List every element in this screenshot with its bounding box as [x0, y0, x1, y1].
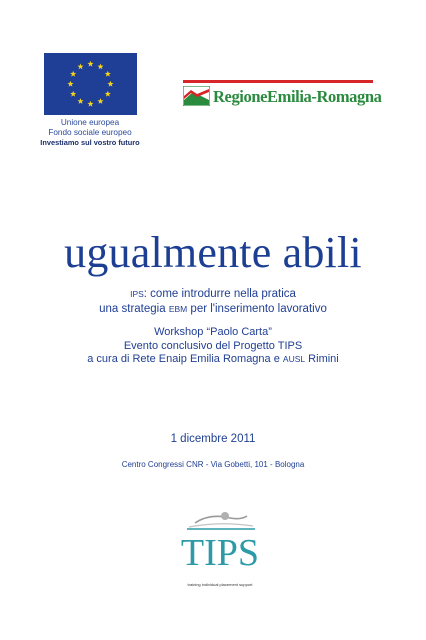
workshop-info [0, 326, 426, 367]
event-date: 1 dicembre 2011 [170, 433, 256, 445]
workshop-line3-pre: a cura di Rete Enaip Emilia Romagna e [87, 353, 283, 365]
subtitle-line1 [0, 287, 426, 302]
eu-caption-line3: Investiamo sul vostro futuro [40, 138, 140, 147]
eu-caption-line2: Fondo sociale europeo [48, 128, 132, 137]
event-venue: Centro Congressi CNR - Via Gobetti, 101 - Bologna [121, 460, 305, 469]
tips-logo-icon [175, 507, 265, 572]
tips-logo-text: TIPS [180, 532, 260, 572]
workshop-line2: Evento conclusivo del Progetto TIPS [123, 339, 303, 352]
subtitle-ips: IPS [130, 289, 144, 299]
subtitle-line2 [0, 302, 426, 317]
eu-caption-line1: Unione europea [60, 118, 120, 127]
subtitle-line2-pre: una strategia [99, 303, 169, 315]
subtitle-line2-post: per l'inserimento lavorativo [187, 303, 327, 315]
subtitle-line1-rest: : come introdurre nella pratica [143, 288, 296, 300]
workshop-line3-post: Rimini [305, 353, 339, 365]
workshop-line3 [0, 353, 426, 367]
tips-tagline: training individual placement support [187, 582, 253, 587]
subtitle-ebm: EBM [168, 304, 188, 314]
region-name: RegioneEmilia-Romagna [213, 87, 382, 106]
workshop-ausl: AUSL [282, 354, 306, 364]
page-title: ugualmente abili [64, 228, 362, 277]
tips-logo [175, 507, 265, 587]
region-logo [183, 86, 383, 108]
workshop-line1: Workshop “Paolo Carta” [154, 326, 272, 338]
eu-flag-icon [44, 53, 137, 115]
subtitle [0, 287, 426, 317]
region-red-rule [183, 80, 373, 83]
region-flag-icon [183, 86, 210, 106]
eu-caption [30, 118, 150, 148]
